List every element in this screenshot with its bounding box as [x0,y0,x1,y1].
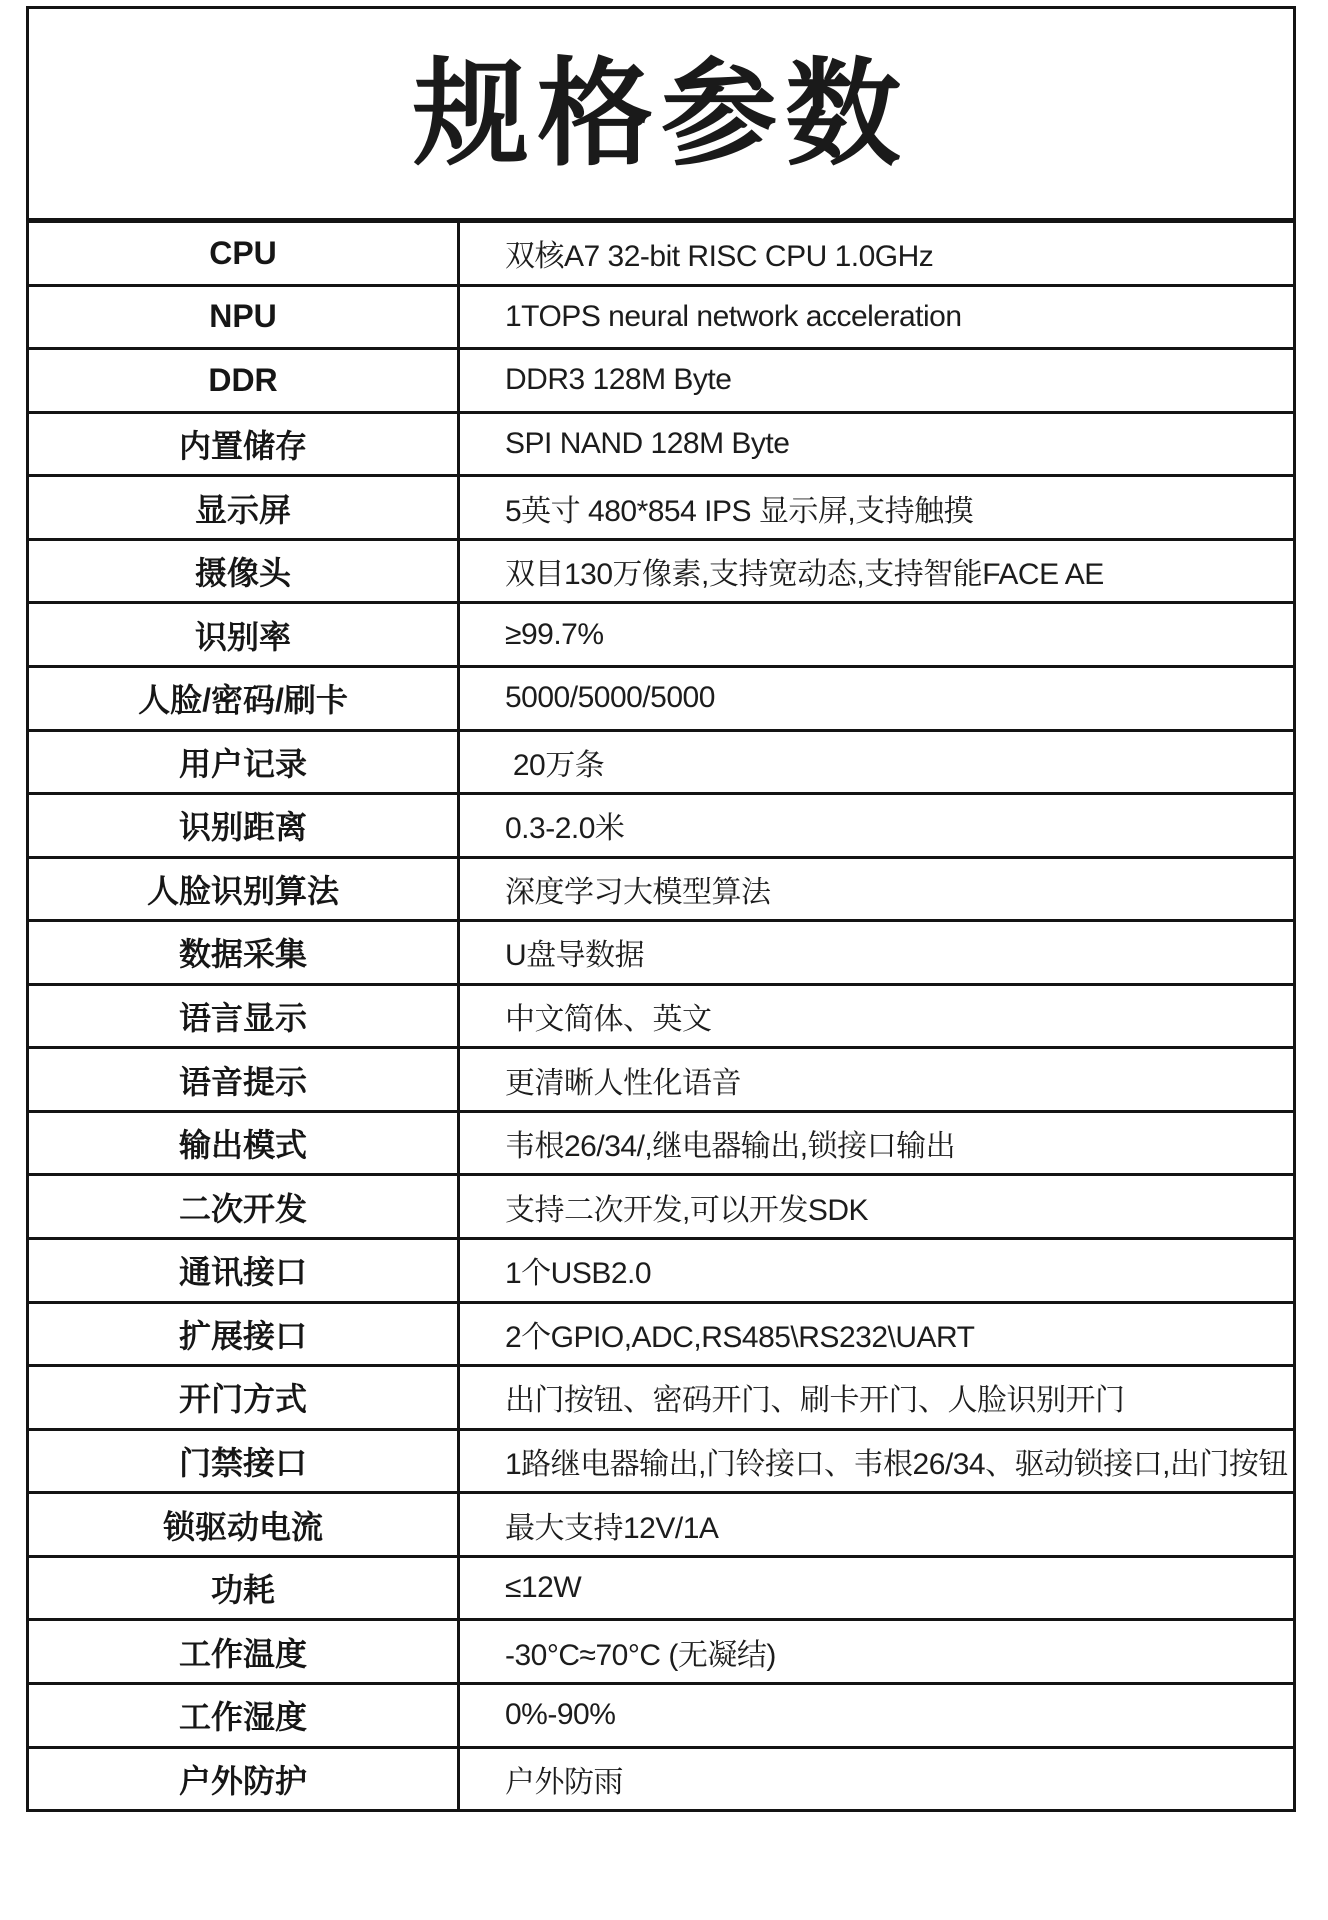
row-label: 识别率 [29,604,460,665]
row-value: 支持二次开发,可以开发SDK [505,1193,869,1227]
row-value: 韦根26/34/,继电器输出,锁接口输出 [505,1130,956,1164]
table-row [29,601,1293,665]
row-value: 中文简体、英文 [505,1003,712,1037]
row-label: NPU [29,287,460,348]
row-label: 语音提示 [29,1049,460,1110]
row-value: 户外防雨 [505,1765,623,1799]
table-row [29,856,1293,920]
row-label: 用户记录 [29,732,460,793]
spec-sheet [26,6,1296,1812]
row-label: 识别距离 [29,795,460,856]
table-row [29,474,1293,538]
row-value: 1路继电器输出,门铃接口、韦根26/34、驱动锁接口,出门按钮 [505,1447,1288,1481]
row-value: DDR3 128M Byte [505,363,732,397]
title-block [29,9,1293,223]
row-value: -30°C≈70°C (无凝结) [505,1638,776,1672]
table-row [29,983,1293,1047]
row-label: 二次开发 [29,1176,460,1237]
table-row [29,1173,1293,1237]
table-row [29,1237,1293,1301]
row-label: 开门方式 [29,1367,460,1428]
row-label: 工作温度 [29,1621,460,1682]
table-row [29,223,1293,284]
row-value: 深度学习大模型算法 [505,875,771,909]
table-row [29,1491,1293,1555]
table-row [29,347,1293,411]
table-row [29,411,1293,475]
row-value: 5英寸 480*854 IPS 显示屏,支持触摸 [505,494,974,528]
row-label: 功耗 [29,1558,460,1619]
row-value: ≥99.7% [505,617,604,651]
table-row [29,1618,1293,1682]
row-label: 人脸/密码/刷卡 [29,668,460,729]
row-label: 数据采集 [29,922,460,983]
row-value: 出门按钮、密码开门、刷卡开门、人脸识别开门 [505,1384,1125,1418]
row-label: 内置储存 [29,414,460,475]
row-label: 工作湿度 [29,1685,460,1746]
row-value: U盘导数据 [505,939,645,973]
table-row [29,1682,1293,1746]
row-value: 2个GPIO,ADC,RS485\RS232\UART [505,1320,975,1354]
spec-table-rows [29,223,1293,1809]
row-value: 双核A7 32-bit RISC CPU 1.0GHz [505,240,934,274]
table-row [29,284,1293,348]
row-value: 0.3-2.0米 [505,812,625,846]
row-label: 通讯接口 [29,1240,460,1301]
row-label: 摄像头 [29,541,460,602]
table-row [29,665,1293,729]
table-row [29,1428,1293,1492]
row-label: 人脸识别算法 [29,859,460,920]
table-row [29,1746,1293,1810]
row-value: 20万条 [505,748,605,782]
row-label: CPU [29,223,460,284]
row-label: 户外防护 [29,1749,460,1810]
table-row [29,1110,1293,1174]
table-row [29,1301,1293,1365]
table-row [29,1046,1293,1110]
table-row [29,1555,1293,1619]
row-label: 语言显示 [29,986,460,1047]
page-title: 规格参数 [413,48,909,179]
table-row [29,729,1293,793]
row-label: 锁驱动电流 [29,1494,460,1555]
row-label: 扩展接口 [29,1304,460,1365]
row-value: 1TOPS neural network acceleration [505,299,962,333]
row-label: 输出模式 [29,1113,460,1174]
row-value: ≤12W [505,1571,582,1605]
row-value: SPI NAND 128M Byte [505,426,790,460]
table-row [29,1364,1293,1428]
row-value: 更清晰人性化语音 [505,1066,741,1100]
row-value: 双目130万像素,支持宽动态,支持智能FACE AE [505,558,1104,592]
row-label: 显示屏 [29,477,460,538]
row-value: 最大支持12V/1A [505,1511,719,1545]
table-row [29,919,1293,983]
table-row [29,792,1293,856]
row-label: DDR [29,350,460,411]
row-value: 0%-90% [505,1698,616,1732]
row-value: 5000/5000/5000 [505,681,715,715]
table-row [29,538,1293,602]
row-value: 1个USB2.0 [505,1257,652,1291]
row-label: 门禁接口 [29,1431,460,1492]
